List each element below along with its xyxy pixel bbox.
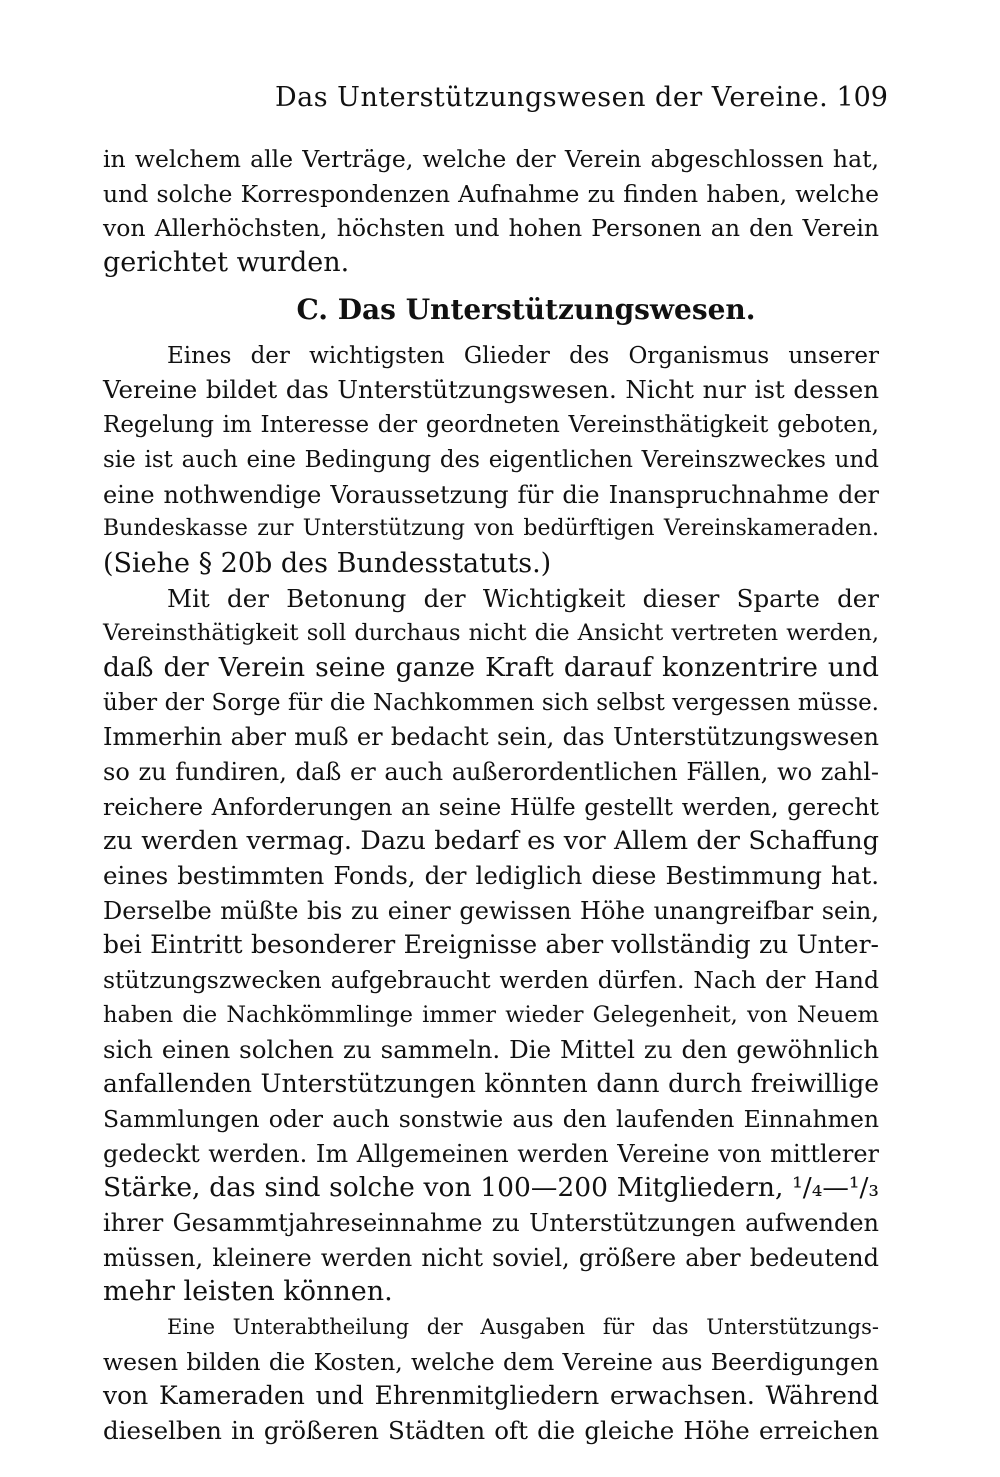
text-line: ihrer Gesammtjahreseinnahme zu Unterstützungen aufwenden [103, 1208, 879, 1237]
text-line: stützungszwecken aufgebraucht werden dürfen. Nach der Hand [103, 966, 879, 995]
text-line: über der Sorge für die Nachkommen sich selbst vergessen müsse. [103, 689, 879, 716]
text-line: Vereine bildet das Unterstützungswesen. Nicht nur ist dessen [103, 375, 879, 405]
text-line: so zu fundiren, daß er auch außerordentlichen Fällen, wo zahl- [103, 758, 879, 786]
paragraph-continued [103, 142, 879, 281]
text-line: (Siehe § 20b des Bundesstatuts.) [103, 547, 552, 579]
text-line: eine nothwendige Voraussetzung für die Inanspruchnahme der [103, 480, 879, 509]
text-line: und solche Korrespondenzen Aufnahme zu finden haben, welche [103, 179, 879, 208]
text-line: Stärke, das sind solche von 100—200 Mitgliedern, ¹/₄—¹/₃ [103, 1172, 879, 1204]
text-line: Vereinsthätigkeit soll durchaus nicht die Ansicht vertreten werden, [103, 620, 879, 647]
text-line: zu werden vermag. Dazu bedarf es vor Allem der Schaffung [103, 826, 879, 857]
page-number: 109 [836, 82, 888, 113]
text-line: sich einen solchen zu sammeln. Die Mittel zu den gewöhnlich [103, 1034, 879, 1064]
text-line: reichere Anforderungen an seine Hülfe gestellt werden, gerecht [103, 792, 879, 821]
text-line: Eines der wichtigsten Glieder des Organismus unserer [167, 342, 879, 369]
text-line: haben die Nachkömmlinge immer wieder Gelegenheit, von Neuem [103, 1001, 879, 1028]
text-line: wesen bilden die Kosten, welche dem Vereine aus Beerdigungen [103, 1347, 879, 1376]
text-line: Regelung im Interesse der geordneten Vereinsthätigkeit geboten, [103, 412, 879, 439]
text-line: von Allerhöchsten, höchsten und hohen Personen an den Verein [103, 214, 879, 243]
running-title: Das Unterstützungswesen der Vereine. [275, 82, 829, 113]
text-line: eines bestimmten Fonds, der lediglich diese Bestimmung hat. [103, 861, 879, 891]
text-line: in welchem alle Verträge, welche der Verein abgeschlossen hat, [103, 145, 879, 173]
text-line: Eine Unterabtheilung der Ausgaben für das Unterstützungs- [167, 1315, 879, 1339]
text-line: Derselbe müßte bis zu einer gewissen Höhe unangreifbar sein, [103, 896, 879, 925]
text-line: daß der Verein seine ganze Kraft darauf konzentrire und [103, 651, 879, 683]
body-text [103, 142, 879, 1449]
text-line: Bundeskasse zur Unterstützung von bedürftigen Vereinskameraden. [103, 516, 879, 542]
text-line: dieselben in größeren Städten oft die gleiche Höhe erreichen [103, 1416, 879, 1446]
text-line: von Kameraden und Ehrenmitgliedern erwachsen. Während [103, 1381, 879, 1411]
text-line: mehr leisten können. [103, 1276, 393, 1308]
text-line: anfallenden Unterstützungen könnten dann durch freiwillige [103, 1069, 879, 1099]
text-line: gerichtet wurden. [103, 247, 350, 279]
text-line: bei Eintritt besonderer Ereignisse aber vollständig zu Unter- [103, 930, 879, 960]
section-heading: C. Das Unterstützungswesen. [296, 292, 756, 326]
paragraph [103, 582, 879, 1310]
text-line: sie ist auch eine Bedingung des eigentlichen Vereinszweckes und [103, 446, 879, 473]
text-line: Immerhin aber muß er bedacht sein, das Unterstützungswesen [103, 723, 879, 752]
paragraph [103, 339, 879, 582]
text-line: Mit der Betonung der Wichtigkeit dieser Sparte der [167, 583, 879, 613]
text-line: Sammlungen oder auch sonstwie aus den laufenden Einnahmen [103, 1104, 879, 1133]
text-line: gedeckt werden. Im Allgemeinen werden Vereine von mittlerer [103, 1139, 879, 1168]
paragraph [103, 1310, 879, 1449]
text-line: müssen, kleinere werden nicht soviel, größere aber bedeutend [103, 1243, 879, 1272]
running-head [100, 78, 888, 118]
